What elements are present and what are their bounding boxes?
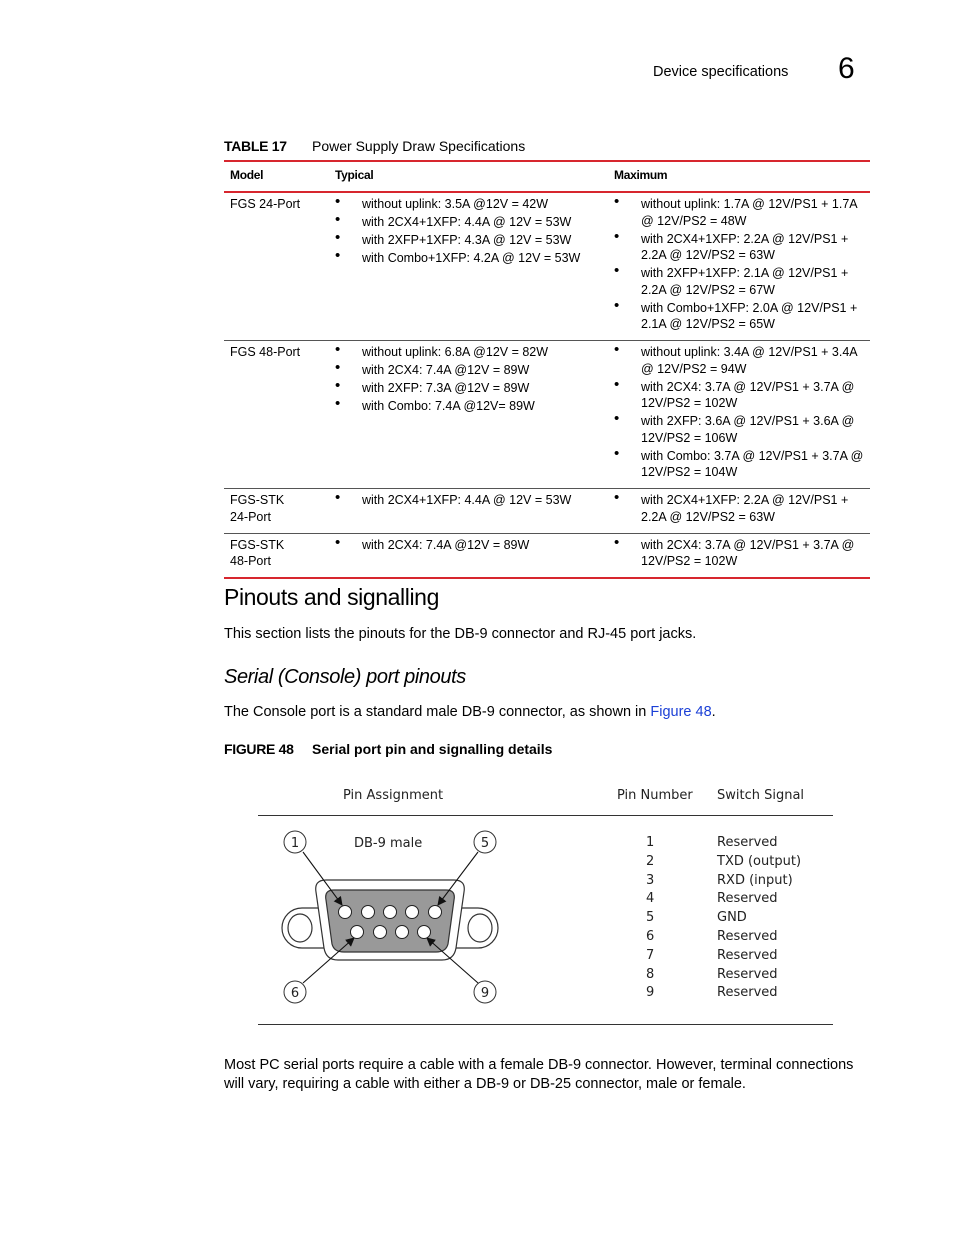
- switch-signal-header: Switch Signal: [717, 788, 805, 803]
- model-cell: [224, 489, 329, 534]
- pin-row: [617, 984, 801, 1003]
- pin-number: 1: [646, 835, 655, 850]
- pin-signal: RXD (input): [717, 872, 793, 888]
- pin-row: [617, 947, 801, 966]
- pin-number: 7: [646, 947, 655, 963]
- maximum-cell: [608, 192, 870, 341]
- section-heading: Pinouts and signalling: [224, 584, 439, 610]
- pin-signal: TXD (output): [717, 853, 802, 869]
- closing-paragraph: Most PC serial ports require a cable with a female DB-9 connector. However, terminal connections will vary, requiring a cable with either a DB-9 or DB-25 connector, male or female.: [224, 1057, 854, 1092]
- model-line: 24-Port: [230, 509, 271, 524]
- pin-table: [617, 834, 801, 1003]
- list-item: • without uplink: 1.7A @ 12V/PS1 + 1.7A @ 12V/PS2 = 48W: [614, 196, 864, 229]
- list-item: • with 2CX4: 3.7A @ 12V/PS1 + 3.7A @ 12V/PS2 = 102W: [614, 537, 864, 570]
- model-line: FGS-STK: [230, 493, 285, 507]
- pin-signal: Reserved: [717, 835, 778, 850]
- table-row: [224, 489, 870, 534]
- list-item: • with 2XFP+1XFP: 2.1A @ 12V/PS1 + 2.2A @ 12V/PS2 = 67W: [614, 265, 864, 298]
- maximum-cell: [608, 341, 870, 489]
- table-label: TABLE 17: [224, 138, 287, 154]
- list-item: • with Combo+1XFP: 2.0A @ 12V/PS1 + 2.1A @ 12V/PS2 = 65W: [614, 300, 864, 333]
- typical-cell: [329, 341, 608, 489]
- model-line: 48-Port: [230, 554, 271, 568]
- pin-number: 9: [646, 985, 655, 1001]
- list-item: • with 2CX4: 7.4A @12V = 89W: [335, 537, 602, 554]
- model-cell: FGS 48-Port: [224, 341, 329, 489]
- pin-signal: Reserved: [717, 966, 778, 982]
- pin-row: [617, 928, 801, 947]
- maximum-cell: [608, 489, 870, 534]
- list-item: • with 2XFP: 7.3A @12V = 89W: [335, 380, 602, 397]
- pin-number: 5: [646, 910, 655, 926]
- table-title: Power Supply Draw Specifications: [312, 138, 526, 154]
- typical-cell: [329, 533, 608, 578]
- figure-title: Serial port pin and signalling details: [312, 741, 553, 757]
- pin-assignment-header: Pin Assignment: [343, 788, 444, 803]
- power-supply-table: [224, 160, 870, 579]
- list-item: • with Combo+1XFP: 4.2A @ 12V = 53W: [335, 250, 602, 267]
- connector-shell: [282, 880, 498, 960]
- list-item: • without uplink: 6.8A @12V = 82W: [335, 344, 602, 361]
- pin-number: 4: [646, 891, 655, 907]
- typical-cell: [329, 192, 608, 341]
- column-header-typical: Typical: [329, 161, 608, 192]
- pin-signal: GND: [717, 910, 747, 926]
- figure-caption: [224, 741, 552, 757]
- list-item: • with 2CX4+1XFP: 2.2A @ 12V/PS1 + 2.2A @ 12V/PS2 = 63W: [614, 231, 864, 264]
- pin-row: [617, 853, 801, 872]
- pin-number-header: Pin Number: [617, 788, 693, 803]
- figure-label: FIGURE 48: [224, 741, 294, 757]
- column-header-model: Model: [224, 161, 329, 192]
- pin-number: 6: [646, 928, 655, 944]
- list-item: • with Combo: 3.7A @ 12V/PS1 + 3.7A @ 12V/PS2 = 104W: [614, 448, 864, 481]
- callout-6: 6: [290, 986, 300, 1001]
- figure-link[interactable]: Figure 48: [650, 704, 712, 720]
- table-caption: [224, 138, 525, 154]
- table-row: [224, 533, 870, 578]
- list-item: • without uplink: 3.4A @ 12V/PS1 + 3.4A @ 12V/PS2 = 94W: [614, 344, 864, 377]
- db9-pinout-figure: [258, 780, 833, 1025]
- pin-row: [617, 872, 801, 891]
- callout-9: 9: [480, 986, 490, 1001]
- list-item: • with Combo: 7.4A @12V= 89W: [335, 398, 602, 415]
- list-item: • without uplink: 3.5A @12V = 42W: [335, 196, 602, 213]
- list-item: • with 2CX4: 3.7A @ 12V/PS1 + 3.7A @ 12V/PS2 = 102W: [614, 379, 864, 412]
- model-line: FGS-STK: [230, 537, 285, 552]
- section-intro: This section lists the pinouts for the DB-9 connector and RJ-45 port jacks.: [224, 626, 697, 642]
- pin-number: 8: [646, 966, 655, 982]
- table-row: [224, 192, 870, 341]
- list-item: • with 2CX4: 7.4A @12V = 89W: [335, 362, 602, 379]
- subsection-heading: Serial (Console) port pinouts: [224, 666, 466, 688]
- list-item: • with 2CX4+1XFP: 4.4A @ 12V = 53W: [335, 492, 602, 509]
- chapter-number: 6: [838, 52, 855, 85]
- callout-1: 1: [290, 836, 300, 851]
- running-header-title: Device specifications: [653, 64, 789, 80]
- pin-number: 2: [646, 853, 655, 869]
- pin-row: [617, 834, 801, 853]
- callout-5: 5: [480, 836, 490, 851]
- list-item: • with 2CX4+1XFP: 2.2A @ 12V/PS1 + 2.2A @ 12V/PS2 = 63W: [614, 492, 864, 525]
- pin-signal: Reserved: [717, 891, 778, 907]
- paragraph-text: The Console port is a standard male DB-9 connector, as shown in: [224, 704, 651, 720]
- pin-row: [617, 909, 801, 928]
- maximum-cell: [608, 533, 870, 578]
- pin-signal: Reserved: [717, 928, 778, 944]
- console-port-paragraph: [224, 704, 716, 720]
- typical-cell: [329, 489, 608, 534]
- connector-label: DB-9 male: [354, 836, 423, 851]
- pin-row: [617, 890, 801, 909]
- pin-signal: Reserved: [717, 985, 778, 1001]
- pin-row: [617, 966, 801, 985]
- list-item: • with 2XFP+1XFP: 4.3A @ 12V = 53W: [335, 232, 602, 249]
- model-cell: [224, 533, 329, 578]
- pin-signal: Reserved: [717, 947, 778, 963]
- paragraph-text: .: [711, 704, 716, 720]
- model-cell: FGS 24-Port: [224, 192, 329, 341]
- table-row: [224, 341, 870, 489]
- list-item: • with 2XFP: 3.6A @ 12V/PS1 + 3.6A @ 12V/PS2 = 106W: [614, 413, 864, 446]
- column-header-maximum: Maximum: [608, 161, 870, 192]
- pin-number: 3: [646, 872, 655, 888]
- list-item: • with 2CX4+1XFP: 4.4A @ 12V = 53W: [335, 214, 602, 231]
